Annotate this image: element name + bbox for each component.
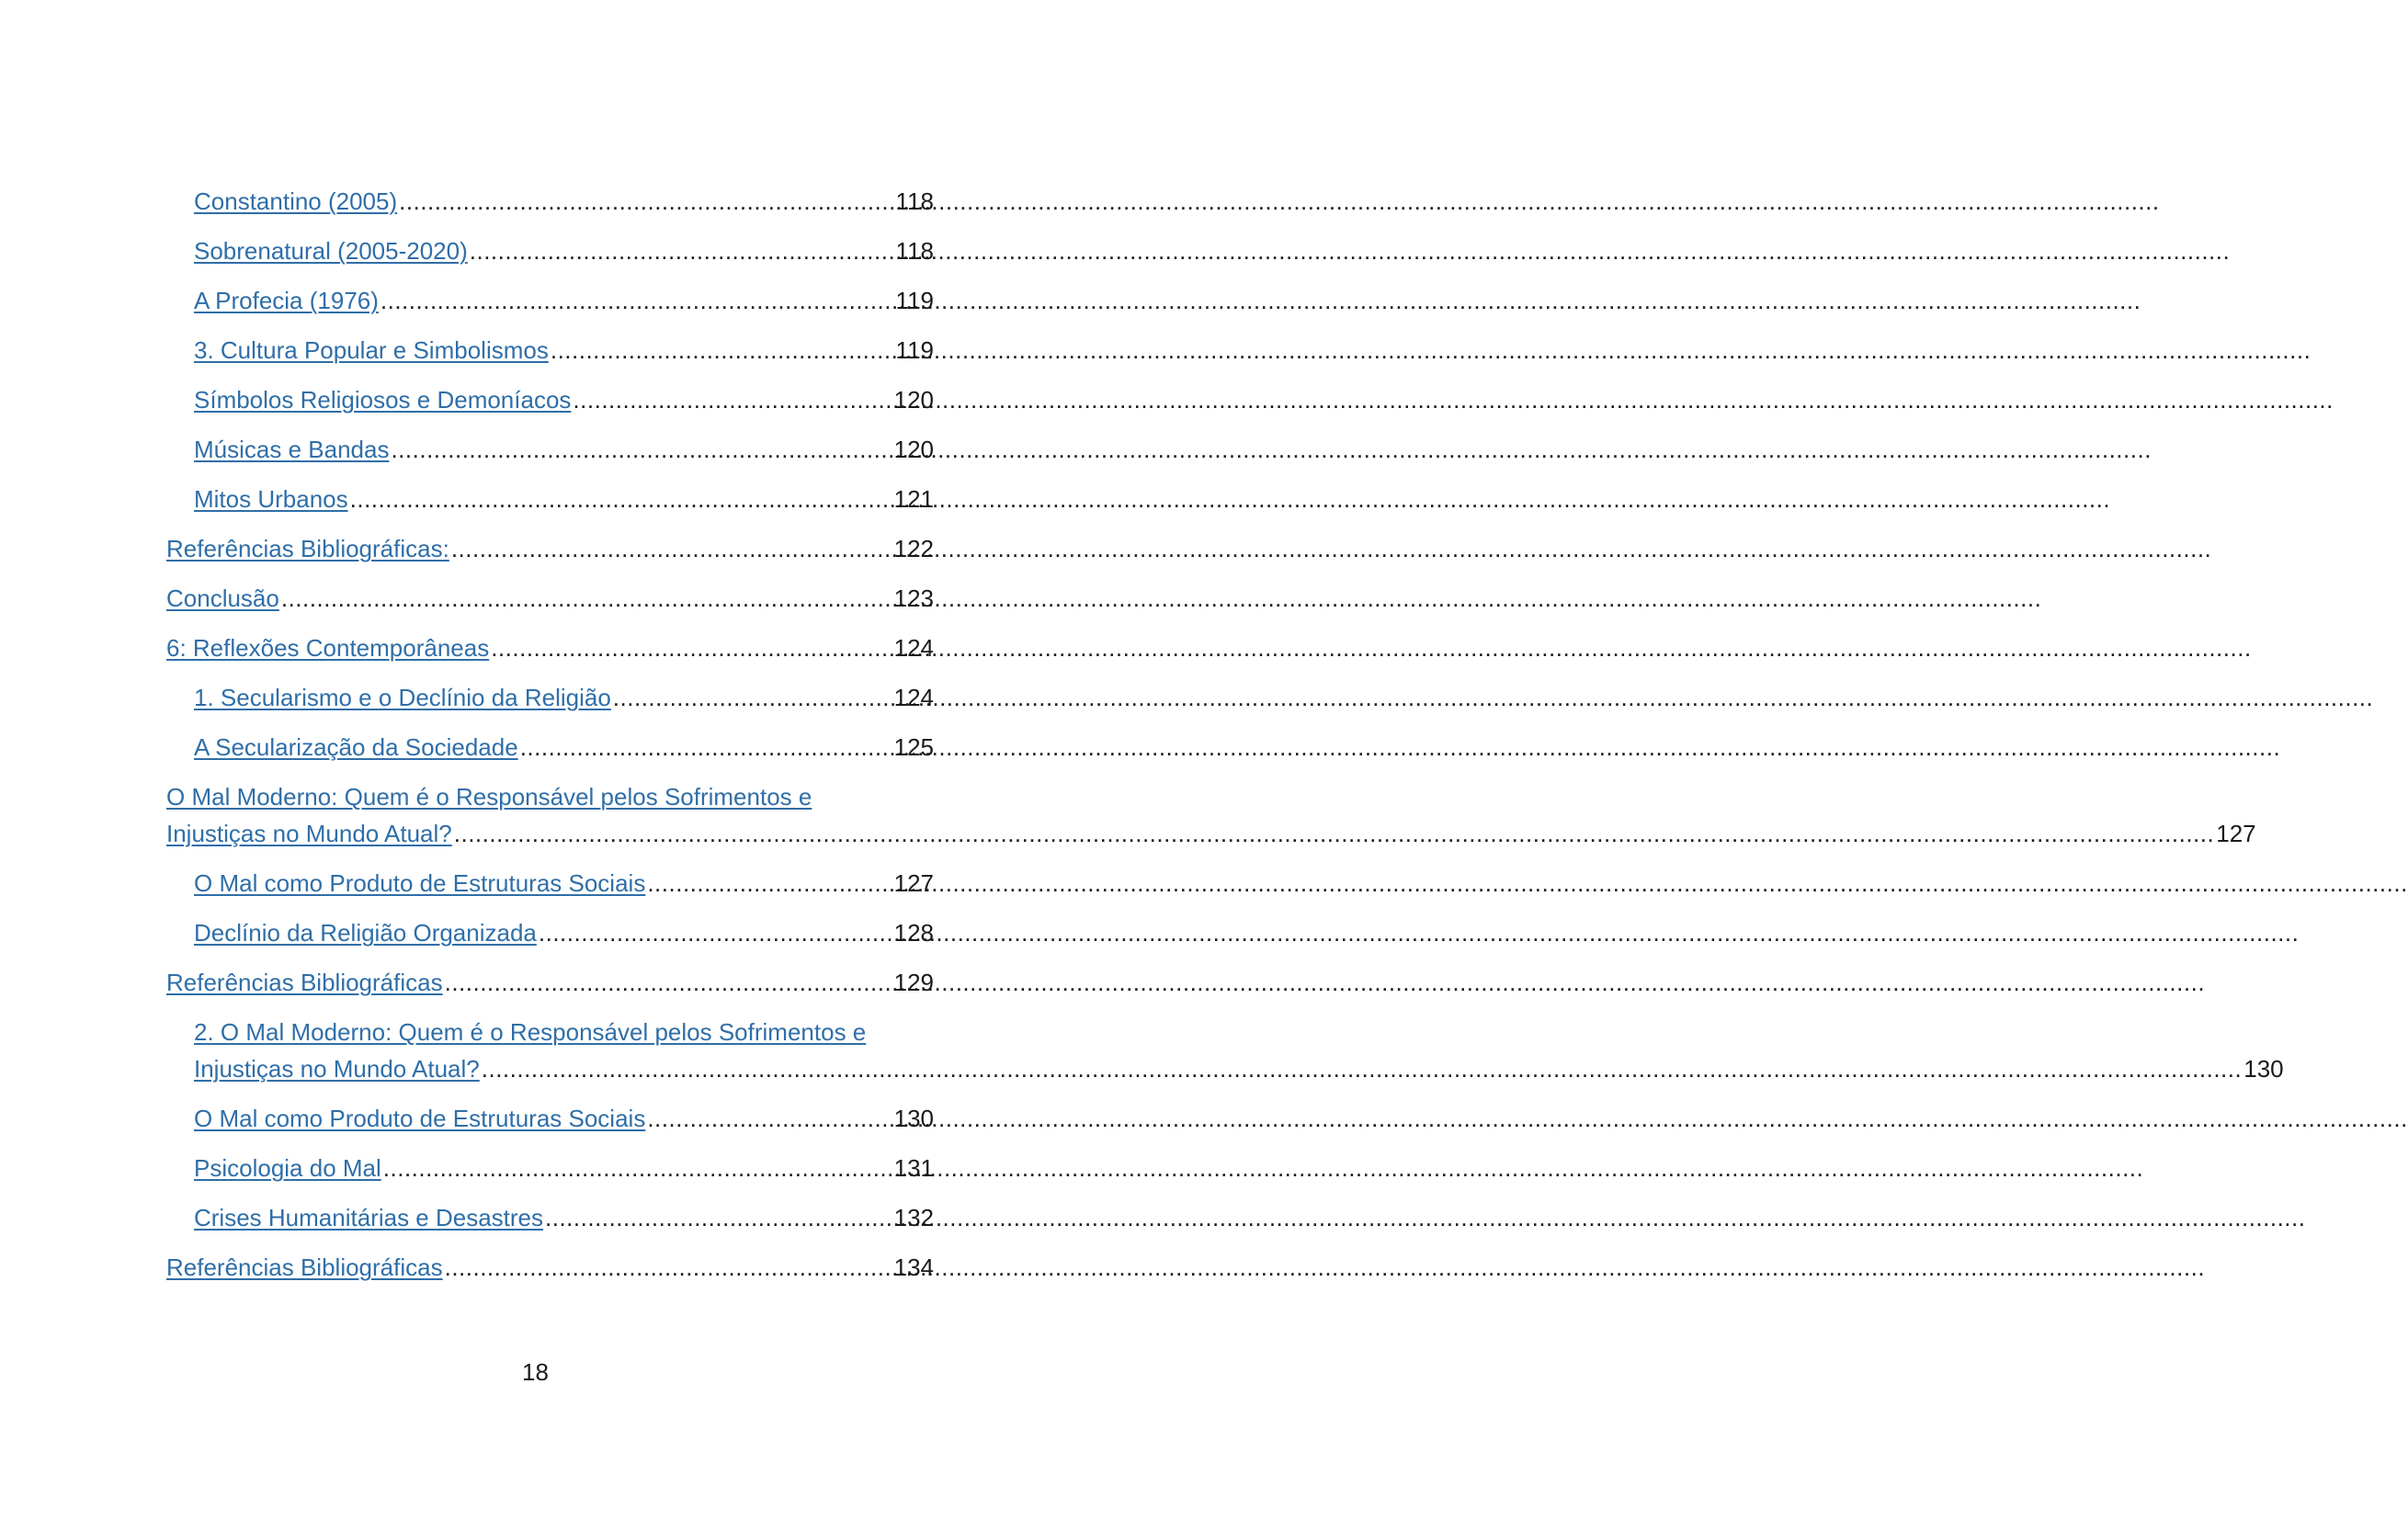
toc-entry[interactable]: [166, 959, 934, 1008]
toc-entry[interactable]: [166, 909, 934, 959]
toc-entry[interactable]: [166, 1095, 934, 1144]
toc-entry-title[interactable]: Psicologia do Mal: [194, 1154, 381, 1182]
toc-entry[interactable]: [166, 1144, 934, 1194]
toc-entry-title-line2[interactable]: Injustiças no Mundo Atual?: [194, 1055, 480, 1083]
toc-entry-title[interactable]: Símbolos Religiosos e Demoníacos: [194, 386, 572, 414]
dot-leader: [454, 815, 2214, 852]
toc-entry[interactable]: [166, 723, 934, 773]
toc-entry-title[interactable]: 1. Secularismo e o Declínio da Religião: [194, 684, 611, 711]
dot-leader: [613, 679, 892, 716]
dot-leader: [445, 964, 892, 1001]
dot-leader: [573, 381, 892, 418]
dot-leader: [445, 1249, 892, 1286]
toc-entry-wrap: [194, 1014, 2284, 1087]
toc-entry-page: 120: [893, 386, 934, 414]
toc-entry-title[interactable]: O Mal como Produto de Estruturas Sociais: [194, 1105, 646, 1132]
toc-entry[interactable]: [166, 475, 934, 525]
toc-entry-page: 124: [893, 684, 934, 711]
dot-leader: [451, 530, 892, 567]
toc-entry-title-line2[interactable]: Injustiças no Mundo Atual?: [166, 820, 452, 847]
toc-entry[interactable]: [166, 425, 934, 475]
toc-entry-page: 127: [893, 869, 934, 897]
toc-entry-title[interactable]: A Profecia (1976): [194, 287, 379, 314]
toc-entry-title-block[interactable]: [194, 1014, 2284, 1087]
toc-entry-title[interactable]: Constantino (2005): [194, 187, 398, 215]
dot-leader: [470, 233, 894, 269]
toc-entry-line2-row: [194, 1050, 2284, 1087]
dot-leader: [482, 1050, 2242, 1087]
toc-entry[interactable]: [166, 1194, 934, 1243]
dot-leader: [520, 729, 892, 766]
toc-entry-page: 125: [893, 733, 934, 761]
dot-leader: [647, 865, 892, 902]
dot-leader: [545, 1199, 892, 1236]
toc-entry-title[interactable]: Mitos Urbanos: [194, 485, 348, 513]
toc-entry-page: 132: [893, 1204, 934, 1231]
toc-entry[interactable]: [166, 277, 934, 326]
dot-leader: [551, 332, 894, 369]
toc-entry-wrap: [166, 778, 2256, 852]
toc-entry-page: 121: [893, 485, 934, 513]
toc-entry-title[interactable]: Conclusão: [166, 584, 279, 612]
dot-leader: [383, 1150, 892, 1186]
toc-entry-title[interactable]: 6: Reflexões Contemporâneas: [166, 634, 490, 662]
toc-entry-page: 130: [2243, 1055, 2284, 1083]
table-of-contents: [166, 177, 2284, 1293]
toc-entry[interactable]: [166, 326, 934, 376]
dot-leader: [647, 1100, 892, 1137]
toc-entry-page: 120: [893, 436, 934, 463]
toc-entry-title[interactable]: Músicas e Bandas: [194, 436, 390, 463]
toc-entry-page: 134: [893, 1253, 934, 1281]
toc-entry-title[interactable]: Referências Bibliográficas: [166, 1253, 443, 1281]
toc-entry-page: 118: [895, 187, 934, 215]
toc-entry-page: 119: [895, 287, 934, 314]
dot-leader: [350, 481, 892, 517]
toc-entry-title[interactable]: Sobrenatural (2005-2020): [194, 237, 468, 265]
toc-entry-title-block[interactable]: [166, 778, 2256, 852]
toc-entry-page: 122: [893, 535, 934, 562]
toc-entry-page: 129: [893, 969, 934, 996]
toc-entry-title[interactable]: O Mal como Produto de Estruturas Sociais: [194, 869, 646, 897]
toc-entry-multiline[interactable]: [166, 1008, 2284, 1095]
toc-entry[interactable]: [166, 177, 934, 227]
toc-entry[interactable]: [166, 376, 934, 425]
toc-entry-page: 124: [893, 634, 934, 662]
toc-entry[interactable]: [166, 525, 934, 574]
toc-entry[interactable]: [166, 674, 934, 723]
toc-entry[interactable]: [166, 1243, 934, 1293]
dot-leader: [281, 580, 892, 617]
toc-entry-page: 127: [2216, 820, 2256, 847]
dot-leader: [391, 431, 892, 468]
dot-leader: [399, 183, 893, 220]
toc-entry-title[interactable]: Referências Bibliográficas: [166, 969, 443, 996]
toc-entry-title[interactable]: Declínio da Religião Organizada: [194, 919, 537, 947]
toc-entry[interactable]: [166, 574, 934, 624]
toc-entry[interactable]: [166, 624, 934, 674]
toc-entry-title-line1[interactable]: 2. O Mal Moderno: Quem é o Responsável pelos Sofrimentos e: [194, 1018, 867, 1046]
page-number: 18: [522, 1358, 549, 1386]
toc-entry-page: 123: [893, 584, 934, 612]
toc-entry-title[interactable]: Referências Bibliográficas:: [166, 535, 449, 562]
toc-entry-line2-row: [166, 815, 2256, 852]
dot-leader: [491, 630, 892, 666]
toc-entry-page: 130: [893, 1105, 934, 1132]
toc-entry[interactable]: [166, 859, 934, 909]
toc-entry[interactable]: [166, 227, 934, 277]
toc-entry-title[interactable]: 3. Cultura Popular e Simbolismos: [194, 336, 549, 364]
toc-entry-page: 119: [895, 336, 934, 364]
dot-leader: [381, 282, 894, 319]
toc-entry-title-line1[interactable]: O Mal Moderno: Quem é o Responsável pelos Sofrimentos e: [166, 783, 812, 811]
toc-entry-title[interactable]: A Secularização da Sociedade: [194, 733, 518, 761]
toc-entry-page: 118: [895, 237, 934, 265]
toc-entry-page: 128: [893, 919, 934, 947]
toc-entry-title[interactable]: Crises Humanitárias e Desastres: [194, 1204, 544, 1231]
toc-entry-page: 131: [893, 1154, 934, 1182]
dot-leader: [539, 914, 892, 951]
toc-entry-multiline[interactable]: [166, 773, 2256, 859]
